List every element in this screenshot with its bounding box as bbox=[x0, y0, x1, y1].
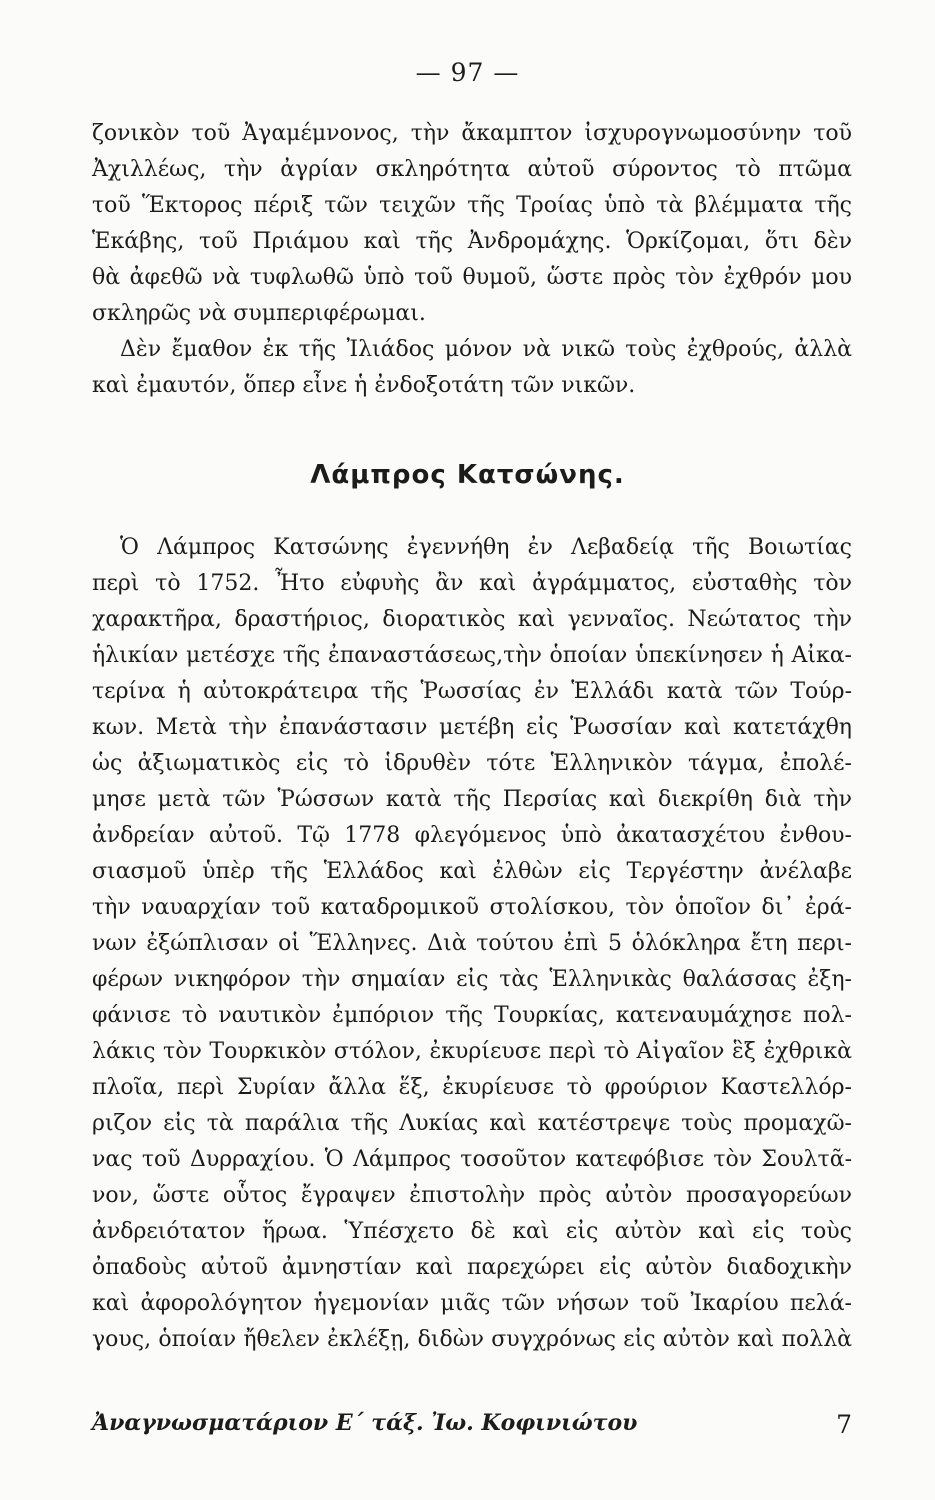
text-line: ριζον εἰς τὰ παράλια τῆς Λυκίας καὶ κατέστρεψε τοὺς προμαχῶ- bbox=[92, 1111, 852, 1136]
footer-book-title: Ἀναγνωσματάριον Ε´ τάξ. Ἰω. Κοφινιώτου bbox=[92, 1410, 638, 1436]
section-heading: Λάμπρος Κατσώνης. bbox=[310, 460, 625, 490]
text-line: λάκις τὸν Τουρκικὸν στόλον, ἐκυρίευσε περὶ τὸ Αἰγαῖον ἓξ ἐχθρικὰ bbox=[92, 1039, 852, 1064]
text-line: ἡλικίαν μετέσχε τῆς ἐπαναστάσεως,τὴν ὁποίαν ὑπεκίνησεν ἡ Αἰκα- bbox=[92, 643, 852, 668]
intro-text-block bbox=[92, 116, 852, 404]
text-line: σκληρῶς νὰ συμπεριφέρωμαι. bbox=[92, 301, 426, 326]
text-line: τὴν ναυαρχίαν τοῦ καταδρομικοῦ στολίσκου, τὸν ὁποῖον δι᾽ ἐρά- bbox=[92, 895, 852, 920]
text-line: Ἀχιλλέως, τὴν ἀγρίαν σκληρότητα αὐτοῦ σύροντος τὸ πτῶμα bbox=[92, 157, 852, 182]
text-line: καὶ ἀφορολόγητον ἡγεμονίαν μιᾶς τῶν νήσων τοῦ Ἰκαρίου πελά- bbox=[92, 1291, 852, 1316]
text-line: τερίνα ἡ αὐτοκράτειρα τῆς Ῥωσσίας ἐν Ἑλλάδι κατὰ τῶν Τούρ- bbox=[92, 679, 852, 704]
text-line: ζονικὸν τοῦ Ἀγαμέμνονος, τὴν ἄκαμπτον ἰσχυρογνωμοσύνην τοῦ bbox=[92, 121, 852, 146]
text-line: φέρων νικηφόρον τὴν σημαίαν εἰς τὰς Ἑλληνικὰς θαλάσσας ἐξη- bbox=[92, 967, 852, 992]
text-line: ἀνδρείαν αὐτοῦ. Τῷ 1778 φλεγόμενος ὑπὸ ἀκατασχέτου ἐνθου- bbox=[92, 823, 852, 848]
text-line: κων. Μετὰ τὴν ἐπανάστασιν μετέβη εἰς Ῥωσσίαν καὶ κατετάχθη bbox=[92, 715, 852, 740]
main-text-block bbox=[92, 530, 852, 1358]
text-line: νας τοῦ Δυρραχίου. Ὁ Λάμπρος τοσοῦτον κατεφόβισε τὸν Σουλτᾶ- bbox=[92, 1147, 852, 1172]
text-line: χαρακτῆρα, δραστήριος, διορατικὸς καὶ γενναῖος. Νεώτατος τὴν bbox=[92, 607, 852, 632]
text-line: Ὁ Λάμπρος Κατσώνης ἐγεννήθη ἐν Λεβαδείᾳ τῆς Βοιωτίας bbox=[120, 535, 852, 560]
text-line: θὰ ἀφεθῶ νὰ τυφλωθῶ ὑπὸ τοῦ θυμοῦ, ὥστε πρὸς τὸν ἐχθρόν μου bbox=[92, 265, 852, 290]
text-line: πλοῖα, περὶ Συρίαν ἄλλα ἕξ, ἐκυρίευσε τὸ φρούριον Καστελλόρ- bbox=[92, 1075, 852, 1100]
text-line: μησε μετὰ τῶν Ῥώσσων κατὰ τῆς Περσίας καὶ διεκρίθη διὰ τὴν bbox=[92, 787, 852, 812]
text-line: Ἑκάβης, τοῦ Πριάμου καὶ τῆς Ἀνδρομάχης. Ὁρκίζομαι, ὅτι δὲν bbox=[92, 229, 852, 254]
text-line: ὀπαδοὺς αὐτοῦ ἀμνηστίαν καὶ παρεχώρει εἰς αὐτὸν διαδοχικὴν bbox=[92, 1255, 852, 1280]
signature-mark: 7 bbox=[836, 1410, 852, 1439]
text-line: περὶ τὸ 1752. Ἦτο εὐφυὴς ἂν καὶ ἀγράμματος, εὐσταθὴς τὸν bbox=[92, 571, 852, 596]
text-line: καὶ ἐμαυτόν, ὅπερ εἶνε ἡ ἐνδοξοτάτη τῶν νικῶν. bbox=[92, 373, 636, 398]
text-line: γους, ὁποίαν ἤθελεν ἐκλέξῃ, διδὼν συγχρόνως εἰς αὐτὸν καὶ πολλὰ bbox=[92, 1327, 852, 1352]
text-line: ἀνδρειότατον ἥρωα. Ὑπέσχετο δὲ καὶ εἰς αὐτὸν καὶ εἰς τοὺς bbox=[92, 1219, 852, 1244]
text-line: τοῦ Ἕκτορος πέριξ τῶν τειχῶν τῆς Τροίας ὑπὸ τὰ βλέμματα τῆς bbox=[92, 193, 852, 218]
text-line: ὡς ἀξιωματικὸς εἰς τὸ ἱδρυθὲν τότε Ἑλληνικὸν τάγμα, ἐπολέ- bbox=[92, 751, 852, 776]
text-line: νων ἐξώπλισαν οἱ Ἕλληνες. Διὰ τούτου ἐπὶ 5 ὁλόκληρα ἔτη περι- bbox=[92, 931, 852, 956]
text-line: φάνισε τὸ ναυτικὸν ἐμπόριον τῆς Τουρκίας, κατεναυμάχησε πολ- bbox=[92, 1003, 852, 1028]
text-line: σιασμοῦ ὑπὲρ τῆς Ἑλλάδος καὶ ἐλθὼν εἰς Τεργέστην ἀνέλαβε bbox=[92, 859, 852, 884]
page-number: — 97 — bbox=[415, 58, 520, 87]
text-line: Δὲν ἔμαθον ἐκ τῆς Ἰλιάδος μόνον νὰ νικῶ τοὺς ἐχθρούς, ἀλλὰ bbox=[120, 337, 852, 362]
page-footer bbox=[92, 1410, 852, 1439]
text-line: νον, ὥστε οὗτος ἔγραψεν ἐπιστολὴν πρὸς αὐτὸν προσαγορεύων bbox=[92, 1183, 852, 1208]
